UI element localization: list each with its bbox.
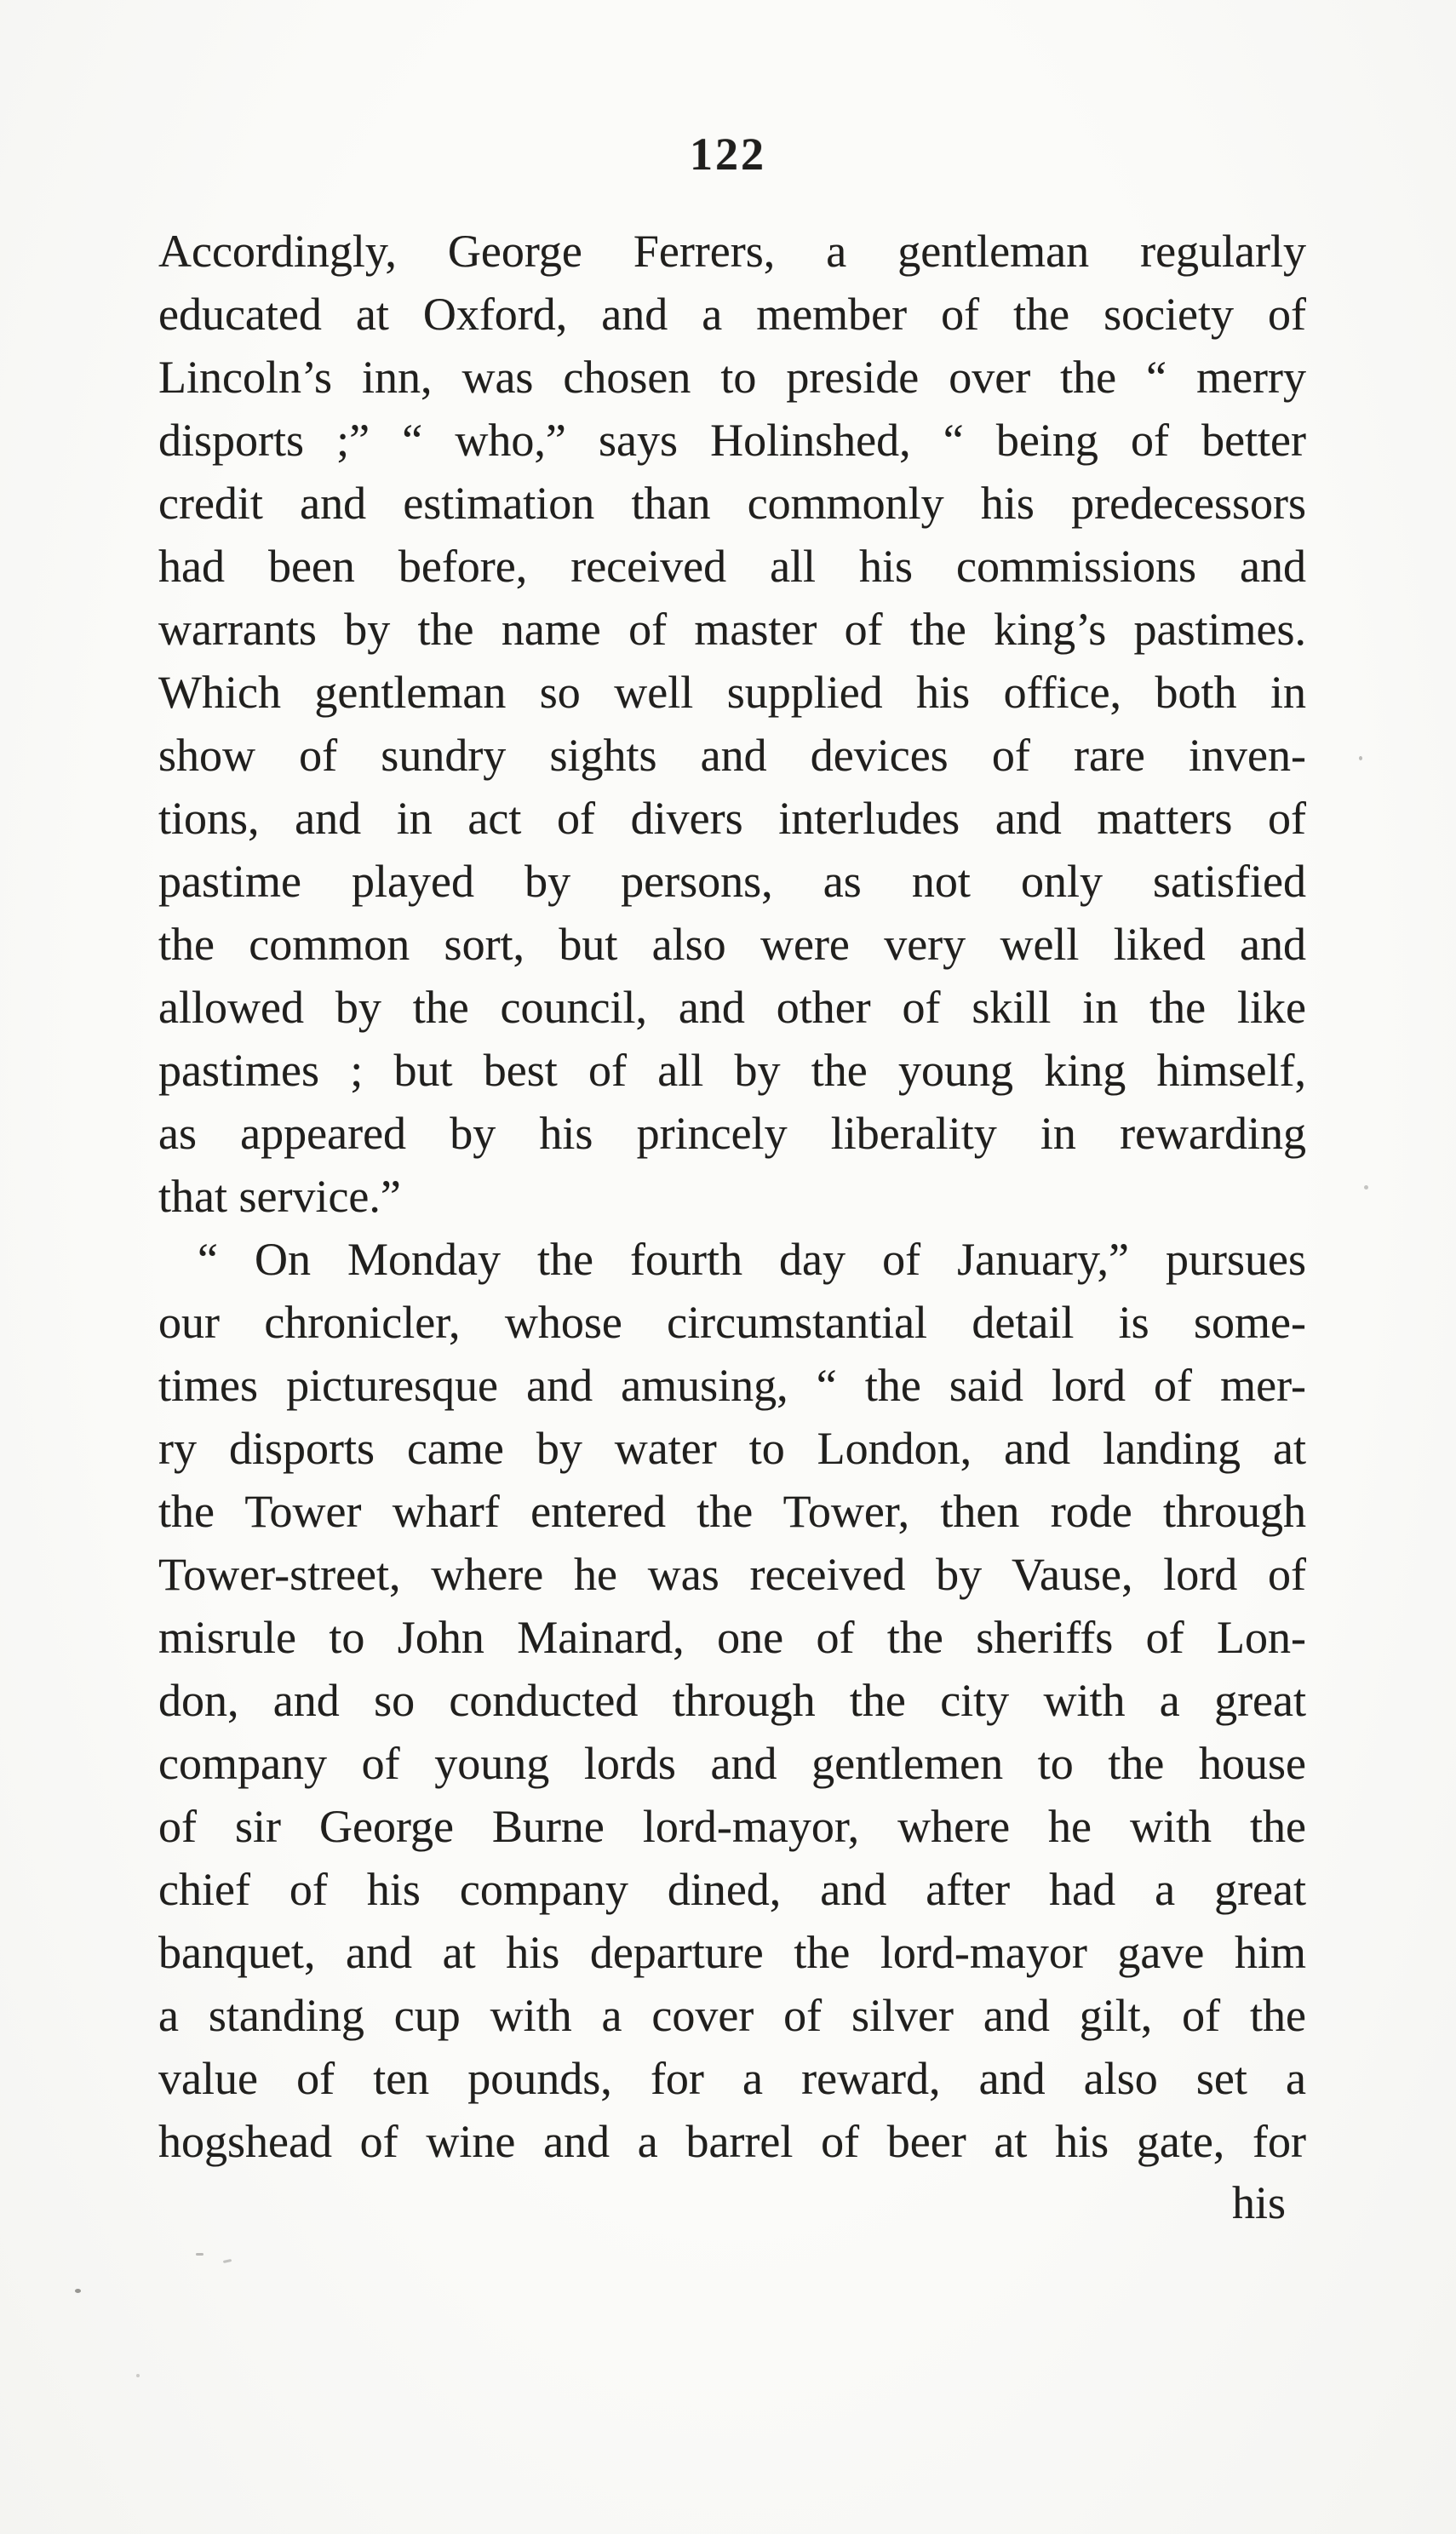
paragraph — [158, 1228, 1306, 2173]
text-line: that service.” — [158, 1171, 401, 1222]
text-line: banquet, and at his departure the lord-mayor gave him — [158, 1927, 1306, 1978]
text-line: don, and so conducted through the city with a great — [158, 1675, 1306, 1726]
text-line: pastimes ; but best of all by the young king himself, — [158, 1045, 1306, 1096]
text-line: ry disports came by water to London, and landing at — [158, 1423, 1306, 1474]
text-line: the Tower wharf entered the Tower, then rode through — [158, 1486, 1306, 1537]
scan-speck — [196, 2253, 203, 2256]
text-line: hogshead of wine and a barrel of beer at his gate, for — [158, 2116, 1306, 2167]
text-line: misrule to John Mainard, one of the sheriffs of Lon- — [158, 1612, 1306, 1663]
paragraph — [158, 220, 1306, 1228]
text-line: Accordingly, George Ferrers, a gentleman regularly — [158, 226, 1306, 277]
text-line: allowed by the council, and other of skill in the like — [158, 982, 1306, 1033]
text-line: of sir George Burne lord-mayor, where he with the — [158, 1801, 1306, 1852]
text-line: pastime played by persons, as not only satisfied — [158, 856, 1306, 907]
text-block — [158, 220, 1306, 2173]
scan-speck — [223, 2259, 232, 2263]
page-number: 122 — [690, 129, 766, 180]
text-line: our chronicler, whose circumstantial detail is some- — [158, 1297, 1306, 1348]
text-line: as appeared by his princely liberality in rewarding — [158, 1108, 1306, 1159]
scan-speck — [136, 2374, 140, 2377]
text-line: warrants by the name of master of the king’s pastimes. — [158, 604, 1306, 655]
text-line: disports ;” “ who,” says Holinshed, “ being of better — [158, 415, 1306, 466]
text-line: show of sundry sights and devices of rare inven- — [158, 730, 1306, 781]
text-line: had been before, received all his commissions and — [158, 541, 1306, 592]
catchword: his — [1231, 2177, 1286, 2228]
scan-speck — [1359, 756, 1362, 760]
text-line: credit and estimation than commonly his predecessors — [158, 478, 1306, 529]
text-line: chief of his company dined, and after had a great — [158, 1864, 1306, 1915]
text-line: Which gentleman so well supplied his office, both in — [158, 667, 1306, 718]
scan-speck — [1364, 1185, 1368, 1190]
text-line: times picturesque and amusing, “ the said lord of mer- — [158, 1360, 1306, 1411]
text-line: Tower-street, where he was received by Vause, lord of — [158, 1549, 1306, 1600]
text-line: value of ten pounds, for a reward, and also set a — [158, 2053, 1306, 2104]
text-line: Lincoln’s inn, was chosen to preside over the “ merry — [158, 352, 1306, 403]
text-line: a standing cup with a cover of silver and gilt, of the — [158, 1990, 1306, 2041]
text-line: company of young lords and gentlemen to the house — [158, 1738, 1306, 1789]
text-line: the common sort, but also were very well liked and — [158, 919, 1306, 970]
text-line: tions, and in act of divers interludes and matters of — [158, 793, 1306, 844]
text-line: educated at Oxford, and a member of the society of — [158, 289, 1306, 340]
text-line: “ On Monday the fourth day of January,” pursues — [198, 1234, 1306, 1285]
scan-speck — [75, 2289, 81, 2293]
